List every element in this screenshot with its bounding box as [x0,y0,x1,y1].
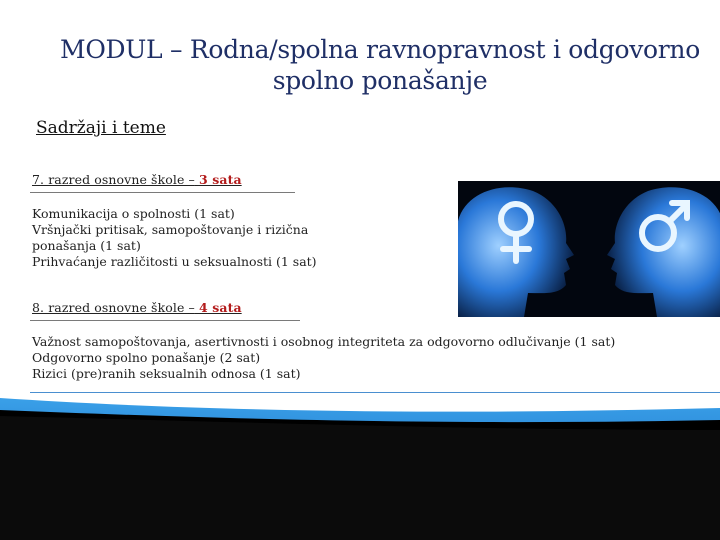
slide-title: MODUL – Rodna/spolna ravnopravnost i odgovorno spolno ponašanje [60,35,700,95]
decorative-wave-band [0,396,720,540]
section-8-heading [32,300,242,315]
section-8-list [32,334,712,382]
divider [30,392,720,393]
section-8-heading-text: 8. razred osnovne škole – [32,300,195,315]
divider [30,320,300,321]
list-item: Komunikacija o spolnosti (1 sat) [32,206,235,221]
list-item: Važnost samopoštovanja, asertivnosti i osobnog integriteta za odgovorno odlučivanje (1 sat) [32,334,616,349]
section-7-hours: 3 sata [198,172,242,187]
list-item: Rizici (pre)ranih seksualnih odnosa (1 sat) [32,366,301,381]
section-8-hours: 4 sata [198,300,242,315]
section-7-heading [32,172,242,187]
gender-heads-image [458,181,720,317]
section-7-list [32,206,352,270]
subtitle: Sadržaji i teme [36,118,166,138]
section-7-heading-text: 7. razred osnovne škole – [32,172,195,187]
list-item: Vršnjački pritisak, samopoštovanje i rizična ponašanja (1 sat) [32,222,309,253]
list-item: Prihvaćanje različitosti u seksualnosti (1 sat) [32,254,317,269]
list-item: Odgovorno spolno ponašanje (2 sat) [32,350,261,365]
divider [30,192,295,193]
gender-heads-illustration [458,181,720,317]
